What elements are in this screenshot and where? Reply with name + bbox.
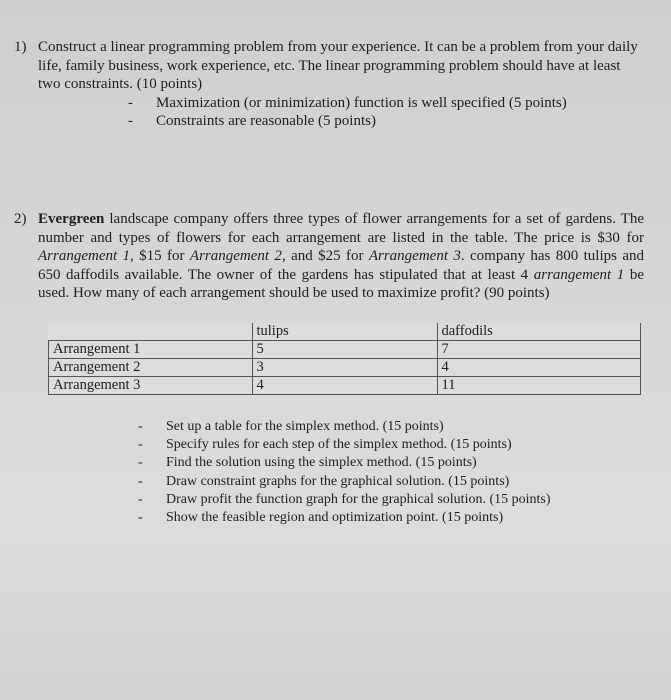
table-header-cell: daffodils [437,323,640,341]
question-2 [14,210,644,303]
table-row [49,377,641,395]
table-cell: 3 [252,359,437,377]
arrangement-table [48,323,641,395]
table-cell: 5 [252,341,437,359]
q2-text-c: , and $25 for [281,248,369,264]
task-item: - Draw constraint graphs for the graphical solution. (15 points) [138,473,551,491]
q2-text-d: . company has 800 tulips and 650 daffodils available. The owner of the gardens has stipulated that at least 4 [38,248,644,283]
q2-text-a: landscape company offers three types of flower arrangements for a set of gardens. The number and types of flowers for each arrangement are listed in the table. The price is $30 for [38,211,644,246]
question-1-text: Construct a linear programming problem from your experience. It can be a problem from your daily life, family business, work experience, etc. The linear programming problem should have at least two constraints. (10 points) [38,39,638,92]
table-header-cell [49,323,253,341]
table-row [49,341,641,359]
table-cell: 7 [437,341,640,359]
table-cell: 4 [437,359,640,377]
table-cell: Arrangement 2 [49,359,253,377]
table-cell: Arrangement 3 [49,377,253,395]
task-item: - Draw profit the function graph for the graphical solution. (15 points) [138,491,551,509]
question-2-text [38,210,644,303]
table-cell: Arrangement 1 [49,341,253,359]
table-row [49,359,641,377]
company-name: Evergreen [38,211,105,227]
q2-arr1b: arrangement 1 [533,266,625,283]
task-item: - Specify rules for each step of the simplex method. (15 points) [138,436,551,454]
table-header-row [49,323,641,341]
q2-arr3: Arrangement 3 [368,248,461,264]
question-1-number: 1) [14,39,27,55]
task-item: - Set up a table for the simplex method. (15 points) [138,418,551,436]
q2-arr1: Arrangement 1 [38,248,131,264]
task-list [138,418,551,527]
table-cell: 4 [252,377,437,395]
question-2-number: 2) [14,211,27,227]
q2-text-b: , $15 for [130,248,190,264]
table-cell: 11 [437,377,640,395]
table-header-cell: tulips [252,323,437,341]
q2-arr2: Arrangement 2 [189,248,282,264]
question-1 [14,38,644,131]
question-1-bullets [128,94,644,131]
question-1-bullet: - Maximization (or minimization) function is well specified (5 points) [128,94,644,113]
task-item: - Show the feasible region and optimization point. (15 points) [138,509,551,527]
question-1-bullet: - Constraints are reasonable (5 points) [128,112,644,131]
task-item: - Find the solution using the simplex method. (15 points) [138,454,551,472]
q2-text-e: be used. How many of each arrangement should be used to maximize profit? (90 points) [38,266,644,301]
